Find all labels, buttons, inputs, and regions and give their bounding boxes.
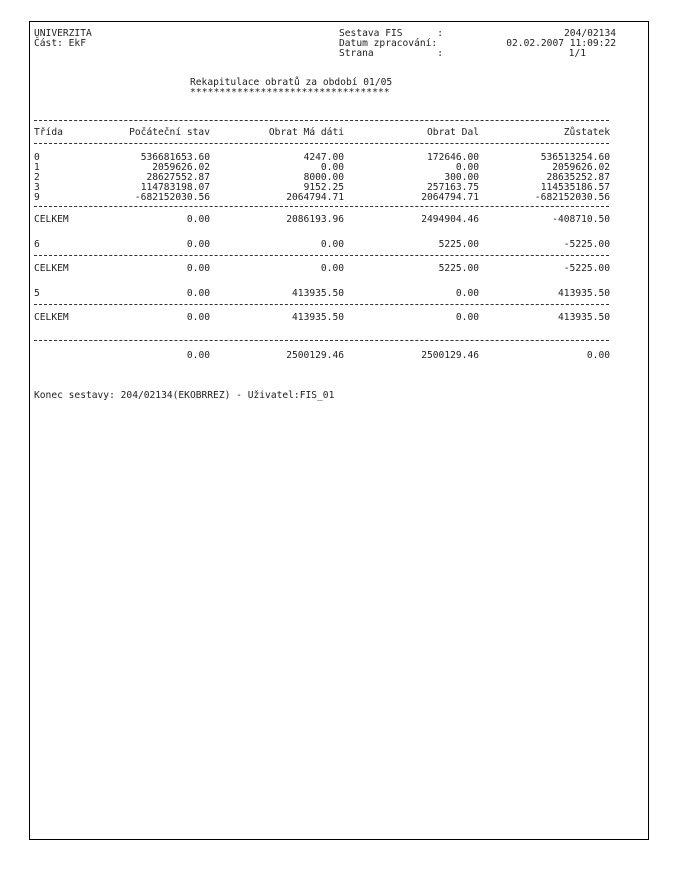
cell-class: 1	[34, 162, 40, 173]
cell-debit: 0.00	[320, 263, 344, 274]
cell-balance: 0.00	[586, 350, 610, 361]
cell-credit: 0.00	[455, 312, 479, 323]
cell-class: 3	[34, 182, 40, 193]
report-footer: Konec sestavy: 204/02134(EKOBRREZ) - Uživatel:FIS_01	[34, 390, 335, 401]
cell-debit: 2064794.71	[286, 192, 344, 203]
report-id-label: Sestava FIS :	[339, 28, 443, 39]
cell-credit: 0.00	[455, 288, 479, 299]
cell-opening: 0.00	[186, 239, 210, 250]
cell-credit: 300.00	[444, 172, 479, 183]
total-row	[34, 264, 609, 274]
cell-opening: 114783198.07	[140, 182, 210, 193]
cell-debit: 413935.50	[292, 288, 344, 299]
cell-credit: 2064794.71	[421, 192, 479, 203]
cell-balance: 114535186.57	[540, 182, 610, 193]
cell-credit: 0.00	[455, 162, 479, 173]
cell-opening: 0.00	[186, 263, 210, 274]
header-labels	[339, 29, 443, 59]
divider	[34, 304, 609, 305]
cell-balance: 413935.50	[558, 312, 610, 323]
cell-debit: 2500129.46	[286, 350, 344, 361]
report-id-value: 204/02134	[564, 28, 616, 39]
col-header-credit: Obrat Dal	[427, 127, 479, 138]
col-header-class: Třída	[34, 127, 63, 138]
cell-class: CELKEM	[34, 312, 69, 323]
cell-opening: 0.00	[186, 350, 210, 361]
cell-opening: 2059626.02	[152, 162, 210, 173]
cell-debit: 0.00	[320, 162, 344, 173]
cell-class: 2	[34, 172, 40, 183]
page-value: 1/1	[568, 48, 586, 59]
table-header	[34, 128, 609, 138]
cell-credit: 5225.00	[438, 263, 479, 274]
report-title: Rekapitulace obratů za období 01/05	[190, 77, 393, 88]
grand-total-row	[34, 351, 609, 361]
org-name: UNIVERZITA	[34, 28, 92, 39]
cell-opening: 0.00	[186, 288, 210, 299]
cell-opening: 536681653.60	[140, 152, 210, 163]
col-header-debit: Obrat Má dáti	[268, 127, 344, 138]
cell-balance: 413935.50	[558, 288, 610, 299]
cell-class: 5	[34, 288, 40, 299]
cell-credit: 2500129.46	[421, 350, 479, 361]
divider	[34, 120, 609, 121]
cell-opening: 0.00	[186, 214, 210, 225]
divider	[34, 340, 609, 341]
cell-credit: 257163.75	[427, 182, 479, 193]
col-header-opening: Počáteční stav	[129, 127, 210, 138]
cell-balance: 28635252.87	[546, 172, 610, 183]
divider	[34, 143, 609, 144]
cell-balance: -682152030.56	[534, 192, 610, 203]
processing-date-value: 02.02.2007 11:09:22	[506, 38, 616, 49]
cell-balance: -408710.50	[552, 214, 610, 225]
cell-class: 0	[34, 152, 40, 163]
cell-opening: 0.00	[186, 312, 210, 323]
cell-balance: 2059626.02	[552, 162, 610, 173]
cell-opening: 28627552.87	[146, 172, 210, 183]
cell-credit: 2494904.46	[421, 214, 479, 225]
cell-class: CELKEM	[34, 263, 69, 274]
cell-debit: 8000.00	[303, 172, 344, 183]
cell-debit: 2086193.96	[286, 214, 344, 225]
total-row	[34, 215, 609, 225]
cell-opening: -682152030.56	[134, 192, 210, 203]
cell-balance: -5225.00	[563, 263, 610, 274]
cell-debit: 4247.00	[303, 152, 344, 163]
title-underline: **********************************	[190, 87, 390, 98]
col-header-balance: Zůstatek	[563, 127, 610, 138]
cell-class: 9	[34, 192, 40, 203]
part-label: Část: EkF	[34, 38, 86, 49]
cell-balance: -5225.00	[563, 239, 610, 250]
header-values	[476, 29, 616, 59]
divider	[34, 255, 609, 256]
cell-balance: 536513254.60	[540, 152, 610, 163]
cell-debit: 0.00	[320, 239, 344, 250]
report-page	[29, 21, 649, 840]
table-row	[34, 289, 609, 299]
page-label: Strana :	[339, 48, 443, 59]
cell-class: CELKEM	[34, 214, 69, 225]
table-row	[34, 193, 609, 203]
header-left	[34, 29, 92, 49]
table-row	[34, 240, 609, 250]
divider	[34, 206, 609, 207]
cell-credit: 172646.00	[427, 152, 479, 163]
processing-date-label: Datum zpracování:	[339, 38, 438, 49]
cell-debit: 413935.50	[292, 312, 344, 323]
total-row	[34, 313, 609, 323]
cell-credit: 5225.00	[438, 239, 479, 250]
cell-class: 6	[34, 239, 40, 250]
cell-debit: 9152.25	[303, 182, 344, 193]
